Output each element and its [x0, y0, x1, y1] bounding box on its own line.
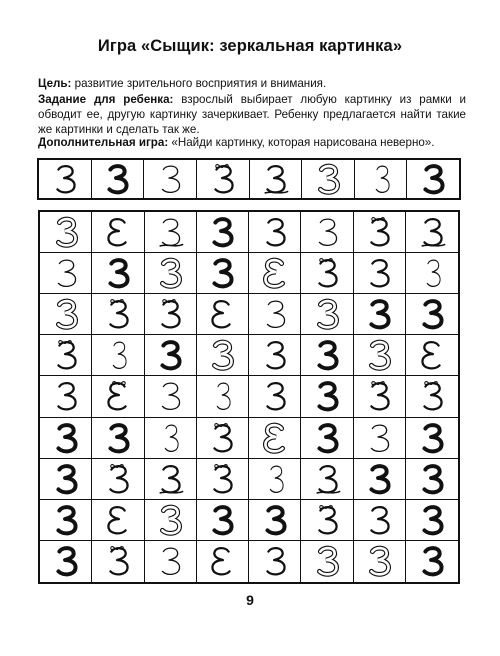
grid-cell[interactable] [354, 418, 406, 459]
frame-cell[interactable] [250, 160, 303, 198]
letter-ze-picture [250, 160, 302, 198]
frame-cell[interactable] [407, 160, 459, 198]
goal-text: развитие зрительного восприятия и внимания. [71, 77, 327, 90]
grid-cell[interactable] [40, 459, 92, 500]
grid-cell[interactable] [145, 335, 197, 376]
glyph-shape [154, 338, 186, 372]
mirrored-letter-picture [249, 418, 300, 458]
grid-cell[interactable] [301, 253, 353, 294]
frame-cell[interactable] [197, 160, 250, 198]
grid-cell[interactable] [92, 335, 144, 376]
letter-ze-picture [40, 294, 91, 334]
letter-ze-picture [406, 253, 458, 293]
letter-ze-picture [40, 418, 91, 458]
letter-ze-picture [354, 294, 405, 334]
letter-ze-picture [406, 418, 458, 458]
grid-cell[interactable] [301, 500, 353, 541]
letter-ze-picture [145, 294, 196, 334]
letter-ze-picture [249, 294, 300, 334]
glyph-shape [311, 503, 343, 537]
grid-cell[interactable] [145, 294, 197, 335]
glyph-shape [154, 215, 186, 249]
grid-cell[interactable] [354, 500, 406, 541]
letter-ze-picture [145, 459, 196, 499]
letter-ze-picture [301, 541, 352, 582]
grid-cell[interactable] [145, 500, 197, 541]
letter-ze-picture [40, 335, 91, 375]
letter-ze-picture [354, 500, 405, 540]
glyph-shape [363, 297, 395, 331]
glyph-shape [102, 297, 134, 331]
glyph-shape [102, 462, 134, 496]
glyph-shape [102, 503, 134, 537]
glyph-shape [363, 462, 395, 496]
letter-ze-picture [197, 160, 249, 198]
grid-cell[interactable] [249, 335, 301, 376]
glyph-shape [50, 338, 82, 372]
goal-paragraph [38, 76, 466, 91]
grid-cell[interactable] [145, 459, 197, 500]
grid-cell[interactable] [92, 376, 144, 417]
glyph-shape [102, 379, 134, 413]
letter-ze-picture [92, 160, 144, 198]
glyph-shape [50, 215, 82, 249]
grid-cell[interactable] [249, 541, 301, 582]
grid-cell[interactable] [197, 376, 249, 417]
glyph-shape [50, 462, 82, 496]
glyph-shape [311, 215, 343, 249]
letter-ze-picture [145, 212, 196, 252]
grid-cell[interactable] [406, 253, 458, 294]
glyph-shape [206, 544, 238, 578]
grid-cell[interactable] [301, 459, 353, 500]
grid-cell[interactable] [92, 541, 144, 582]
grid-cell[interactable] [249, 294, 301, 335]
glyph-shape [101, 162, 133, 196]
glyph-shape [259, 421, 291, 455]
grid-cell[interactable] [145, 541, 197, 582]
glyph-shape [363, 544, 395, 578]
frame-cell[interactable] [302, 160, 355, 198]
letter-ze-picture [92, 541, 143, 582]
glyph-shape [49, 162, 81, 196]
letter-ze-picture [354, 376, 405, 416]
mirrored-letter-picture [92, 500, 143, 540]
glyph-shape [102, 256, 134, 290]
grid-cell[interactable] [197, 459, 249, 500]
glyph-shape [416, 215, 448, 249]
grid-cell[interactable] [406, 335, 458, 376]
glyph-shape [50, 503, 82, 537]
page-title: Игра «Сыщик: зеркальная картинка» [97, 37, 403, 55]
letter-ze-picture [92, 459, 143, 499]
letter-ze-picture [354, 541, 405, 582]
glyph-shape [259, 297, 291, 331]
grid-cell[interactable] [92, 212, 144, 253]
grid-cell[interactable] [145, 376, 197, 417]
glyph-shape [259, 462, 291, 496]
grid-cell[interactable] [406, 418, 458, 459]
grid-cell[interactable] [301, 376, 353, 417]
glyph-shape [206, 215, 238, 249]
letter-ze-picture [197, 418, 248, 458]
letter-ze-picture [407, 160, 459, 198]
glyph-shape [311, 421, 343, 455]
letter-ze-picture [354, 418, 405, 458]
letter-ze-picture [249, 335, 300, 375]
glyph-shape [363, 421, 395, 455]
glyph-shape [311, 338, 343, 372]
grid-cell[interactable] [197, 294, 249, 335]
letter-ze-picture [301, 500, 352, 540]
glyph-shape [50, 544, 82, 578]
letter-ze-picture [92, 294, 143, 334]
grid-cell[interactable] [249, 459, 301, 500]
letter-ze-picture [197, 500, 248, 540]
reference-frame [37, 158, 461, 200]
letter-ze-picture [249, 376, 300, 416]
grid-cell[interactable] [354, 335, 406, 376]
glyph-shape [416, 421, 448, 455]
letter-ze-picture [40, 541, 91, 582]
grid-cell[interactable] [197, 418, 249, 459]
grid-cell[interactable] [40, 212, 92, 253]
grid-cell[interactable] [354, 376, 406, 417]
letter-ze-picture [92, 418, 143, 458]
letter-ze-picture [92, 335, 143, 375]
letter-ze-picture [40, 253, 91, 293]
grid-cell[interactable] [406, 500, 458, 541]
letter-ze-picture [197, 212, 248, 252]
glyph-shape [259, 256, 291, 290]
picture-grid [38, 210, 460, 584]
extra-game-paragraph [38, 135, 466, 150]
grid-cell[interactable] [301, 418, 353, 459]
letter-ze-picture [301, 418, 352, 458]
grid-cell[interactable] [40, 294, 92, 335]
letter-ze-picture [145, 500, 196, 540]
glyph-shape [102, 544, 134, 578]
grid-cell[interactable] [197, 253, 249, 294]
glyph-shape [154, 256, 186, 290]
mirrored-letter-picture [197, 541, 248, 582]
glyph-shape [154, 162, 186, 196]
letter-ze-picture [197, 253, 248, 293]
grid-cell[interactable] [406, 541, 458, 582]
grid-cell[interactable] [197, 335, 249, 376]
glyph-shape [363, 379, 395, 413]
glyph-shape [154, 421, 186, 455]
glyph-shape [259, 544, 291, 578]
mirrored-letter-picture [406, 335, 458, 375]
grid-cell[interactable] [145, 253, 197, 294]
glyph-shape [154, 544, 186, 578]
glyph-shape [416, 503, 448, 537]
glyph-shape [311, 379, 343, 413]
letter-ze-picture [301, 294, 352, 334]
glyph-shape [50, 297, 82, 331]
letter-ze-picture [249, 212, 300, 252]
grid-cell[interactable] [406, 459, 458, 500]
mirrored-letter-picture [249, 253, 300, 293]
glyph-shape [154, 379, 186, 413]
grid-cell[interactable] [249, 500, 301, 541]
grid-cell[interactable] [145, 418, 197, 459]
grid-cell[interactable] [197, 541, 249, 582]
glyph-shape [311, 256, 343, 290]
glyph-shape [259, 379, 291, 413]
letter-ze-picture [145, 418, 196, 458]
grid-cell[interactable] [40, 500, 92, 541]
letter-ze-picture [40, 459, 91, 499]
grid-cell[interactable] [249, 253, 301, 294]
grid-cell[interactable] [354, 294, 406, 335]
letter-ze-picture [249, 541, 300, 582]
grid-cell[interactable] [301, 294, 353, 335]
glyph-shape [154, 462, 186, 496]
grid-cell[interactable] [301, 335, 353, 376]
glyph-shape [259, 338, 291, 372]
glyph-shape [259, 503, 291, 537]
letter-ze-picture [249, 459, 300, 499]
grid-cell[interactable] [145, 212, 197, 253]
glyph-shape [259, 162, 291, 196]
grid-cell[interactable] [40, 541, 92, 582]
glyph-shape [206, 297, 238, 331]
mirrored-letter-picture [197, 294, 248, 334]
glyph-shape [206, 462, 238, 496]
glyph-shape [311, 462, 343, 496]
letter-ze-picture [301, 459, 352, 499]
letter-ze-picture [40, 376, 91, 416]
glyph-shape [416, 544, 448, 578]
glyph-shape [363, 215, 395, 249]
frame-cell[interactable] [355, 160, 408, 198]
glyph-shape [50, 421, 82, 455]
glyph-shape [416, 379, 448, 413]
grid-cell[interactable] [301, 541, 353, 582]
glyph-shape [365, 162, 397, 196]
glyph-shape [102, 338, 134, 372]
glyph-shape [312, 162, 344, 196]
grid-cell[interactable] [354, 212, 406, 253]
glyph-shape [154, 503, 186, 537]
grid-cell[interactable] [301, 212, 353, 253]
grid-cell[interactable] [354, 459, 406, 500]
letter-ze-picture [144, 160, 196, 198]
frame-cell[interactable] [144, 160, 197, 198]
grid-cell[interactable] [92, 500, 144, 541]
glyph-shape [259, 215, 291, 249]
glyph-shape [206, 379, 238, 413]
glyph-shape [416, 256, 448, 290]
letter-ze-picture [406, 212, 458, 252]
task-label: Задание для ребенка: [38, 93, 174, 106]
grid-cell[interactable] [197, 500, 249, 541]
frame-cell[interactable] [39, 160, 92, 198]
grid-cell[interactable] [40, 376, 92, 417]
extra-game-label: Дополнительная игра: [38, 136, 169, 149]
mirrored-letter-picture [92, 376, 143, 416]
grid-cell[interactable] [249, 418, 301, 459]
grid-cell[interactable] [92, 294, 144, 335]
letter-ze-picture [301, 376, 352, 416]
grid-cell[interactable] [40, 335, 92, 376]
grid-cell[interactable] [40, 253, 92, 294]
glyph-shape [207, 162, 239, 196]
letter-ze-picture [39, 160, 91, 198]
letter-ze-picture [355, 160, 407, 198]
letter-ze-picture [301, 335, 352, 375]
grid-cell[interactable] [406, 212, 458, 253]
letter-ze-picture [354, 253, 405, 293]
goal-label: Цель: [38, 77, 72, 90]
letter-ze-picture [354, 212, 405, 252]
grid-cell[interactable] [92, 459, 144, 500]
letter-ze-picture [406, 500, 458, 540]
letter-ze-picture [406, 459, 458, 499]
glyph-shape [206, 421, 238, 455]
glyph-shape [311, 297, 343, 331]
glyph-shape [102, 215, 134, 249]
letter-ze-picture [197, 459, 248, 499]
glyph-shape [416, 297, 448, 331]
page-number: 9 [246, 592, 254, 608]
grid-cell[interactable] [249, 376, 301, 417]
letter-ze-picture [354, 459, 405, 499]
letter-ze-picture [406, 294, 458, 334]
glyph-shape [416, 338, 448, 372]
letter-ze-picture [301, 253, 352, 293]
letter-ze-picture [145, 376, 196, 416]
letter-ze-picture [249, 500, 300, 540]
letter-ze-picture [301, 212, 352, 252]
letter-ze-picture [145, 335, 196, 375]
task-paragraph [38, 92, 466, 138]
frame-cell[interactable] [92, 160, 145, 198]
letter-ze-picture [354, 335, 405, 375]
letter-ze-picture [145, 541, 196, 582]
grid-cell[interactable] [354, 253, 406, 294]
glyph-shape [417, 162, 449, 196]
glyph-shape [206, 338, 238, 372]
letter-ze-picture [92, 253, 143, 293]
letter-ze-picture [197, 335, 248, 375]
letter-ze-picture [406, 376, 458, 416]
letter-ze-picture [40, 500, 91, 540]
extra-game-text: «Найди картинку, которая нарисована неверно». [168, 136, 435, 149]
grid-cell[interactable] [406, 376, 458, 417]
glyph-shape [363, 503, 395, 537]
task-text: взрослый выбирает любую картинку из рамки и обводит ее, другую картинку зачеркивает. Ребенку предлагается найти такие же картинки и сделать так же. [38, 93, 466, 137]
glyph-shape [50, 379, 82, 413]
grid-cell[interactable] [92, 418, 144, 459]
glyph-shape [50, 256, 82, 290]
letter-ze-picture [40, 212, 91, 252]
glyph-shape [311, 544, 343, 578]
grid-cell[interactable] [92, 253, 144, 294]
letter-ze-picture [406, 541, 458, 582]
glyph-shape [363, 256, 395, 290]
grid-cell[interactable] [354, 541, 406, 582]
mirrored-letter-picture [92, 212, 143, 252]
grid-cell[interactable] [197, 212, 249, 253]
glyph-shape [416, 462, 448, 496]
grid-cell[interactable] [406, 294, 458, 335]
glyph-shape [206, 256, 238, 290]
glyph-shape [154, 297, 186, 331]
glyph-shape [206, 503, 238, 537]
glyph-shape [102, 421, 134, 455]
grid-cell[interactable] [249, 212, 301, 253]
letter-ze-picture [302, 160, 354, 198]
grid-cell[interactable] [40, 418, 92, 459]
letter-ze-picture [145, 253, 196, 293]
glyph-shape [363, 338, 395, 372]
letter-ze-picture [197, 376, 248, 416]
